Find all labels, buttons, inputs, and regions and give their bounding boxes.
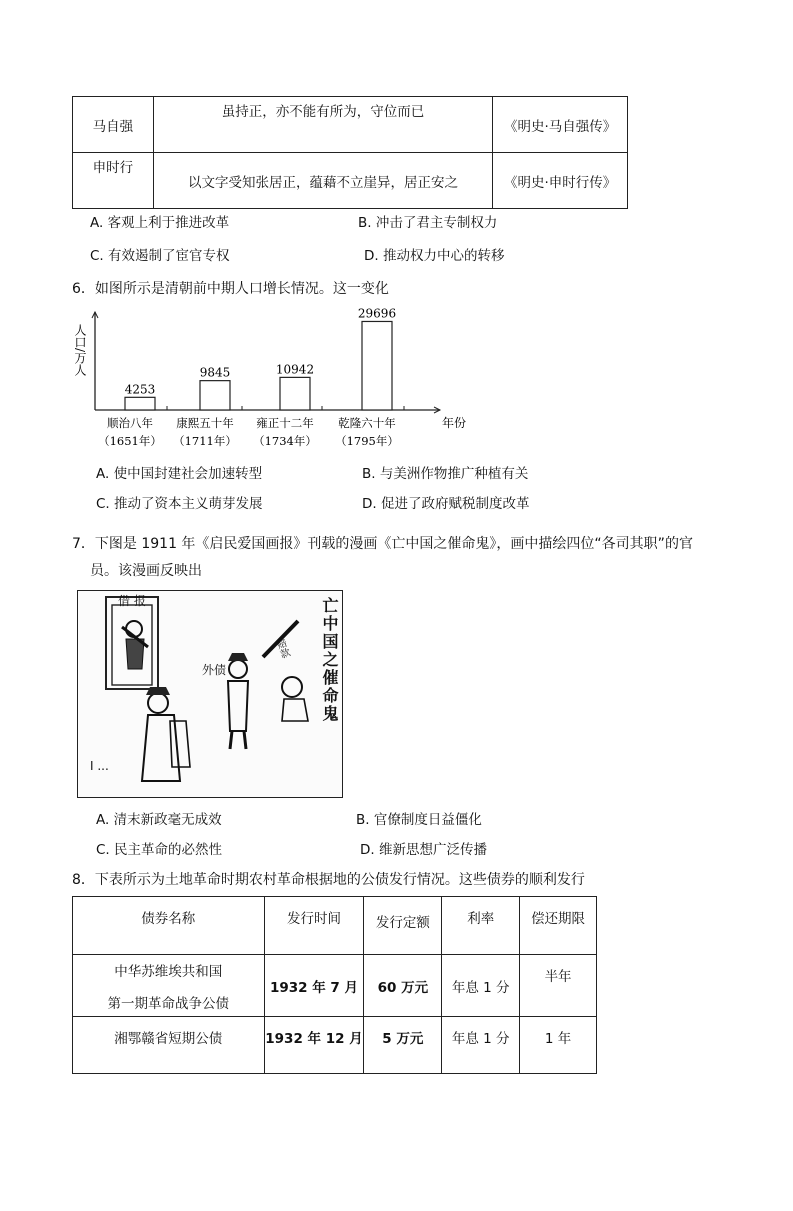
- q5-option-a[interactable]: A. 客观上利于推进改革: [90, 215, 230, 231]
- q7-option-d[interactable]: D. 维新思想广泛传播: [360, 842, 487, 858]
- q5-row1-quote: 虽持正，亦不能有所为，守位而已: [153, 97, 492, 153]
- bar-value-label: 10942: [275, 362, 315, 377]
- q5-row2-name: 申时行: [73, 153, 154, 209]
- q5-table: [72, 96, 628, 209]
- q5-row2-quote: 以文字受知张居正，蕴藉不立崖异，居正安之: [153, 153, 492, 209]
- x-tick-year-label: （1734年）: [253, 434, 317, 448]
- q5-option-c[interactable]: C. 有效遏制了宦官专权: [90, 248, 230, 264]
- q5-row1-name: 马自强: [73, 97, 154, 153]
- q8-header-name: 债券名称: [73, 897, 265, 955]
- q8-row1-name-line2: 第一期革命战争公债: [107, 995, 230, 1012]
- q7-option-a[interactable]: A. 清末新政毫无成效: [96, 812, 222, 828]
- q8-header-amount: 发行定额: [364, 897, 442, 955]
- bar: [125, 397, 155, 410]
- bar-value-label: 29696: [357, 306, 397, 321]
- cartoon-label-top: 借 报: [118, 594, 146, 608]
- cartoon-label-debt: 外债: [202, 663, 227, 677]
- q8-table: [72, 896, 597, 1074]
- q8-row2-amount: 5 万元: [364, 1017, 442, 1074]
- q7-stem-line2: 员。该漫画反映出: [90, 563, 202, 579]
- q8-row1-amount: 60 万元: [364, 955, 442, 1017]
- q8-header-rate: 利率: [442, 897, 520, 955]
- q7-option-b[interactable]: B. 官僚制度日益僵化: [356, 812, 482, 828]
- bar-value-label: 9845: [199, 365, 231, 380]
- q6-stem: 6．如图所示是清朝前中期人口增长情况。这一变化: [72, 281, 389, 297]
- q8-row2-term: 1 年: [520, 1017, 597, 1074]
- x-tick-label: 顺治八年: [107, 416, 153, 430]
- q5-row1-source: 《明史·马自强传》: [493, 97, 628, 153]
- q6-option-a[interactable]: A. 使中国封建社会加速转型: [96, 466, 263, 482]
- q5-option-d[interactable]: D. 推动权力中心的转移: [364, 248, 505, 264]
- bar: [280, 377, 310, 410]
- x-tick-label: 雍正十二年: [256, 416, 314, 430]
- q7-stem-line1: 7．下图是 1911 年《启民爱国画报》刊载的漫画《亡中国之催命鬼》，画中描绘四位“各司其职”的官: [72, 536, 693, 552]
- q6-option-c[interactable]: C. 推动了资本主义萌芽发展: [96, 496, 263, 512]
- q8-row2-name: 湘鄂赣省短期公债: [73, 1017, 265, 1074]
- x-tick-year-label: （1795年）: [335, 434, 399, 448]
- q6-option-b[interactable]: B. 与美洲作物推广种植有关: [362, 466, 529, 482]
- q8-row2-rate: 年息 1 分: [442, 1017, 520, 1074]
- q8-row1-time: 1932 年 7 月: [264, 955, 364, 1017]
- population-chart: [70, 302, 470, 452]
- x-tick-label: 乾隆六十年: [338, 416, 396, 430]
- q5-option-b[interactable]: B. 冲击了君主专制权力: [358, 215, 498, 231]
- q8-row1-term: 半年: [520, 955, 597, 1017]
- cartoon-label-misc: 赔款: [272, 637, 291, 661]
- bar: [362, 321, 392, 410]
- q8-row1-name: [73, 955, 265, 1017]
- x-tick-label: 康熙五十年: [176, 416, 234, 430]
- x-tick-year-label: （1711年）: [173, 434, 237, 448]
- bar-value-label: 4253: [124, 382, 156, 397]
- cartoon-title: 亡中国之催命鬼: [320, 597, 339, 723]
- bar: [200, 381, 230, 410]
- q7-option-c[interactable]: C. 民主革命的必然性: [96, 842, 223, 858]
- x-tick-year-label: （1651年）: [98, 434, 162, 448]
- x-axis-label: 年份: [442, 416, 467, 430]
- cartoon-image: [77, 590, 343, 798]
- q8-row1-rate: 年息 1 分: [442, 955, 520, 1017]
- q8-stem: 8．下表所示为土地革命时期农村革命根据地的公债发行情况。这些债券的顺利发行: [72, 872, 585, 888]
- q6-option-d[interactable]: D. 促进了政府赋税制度改革: [362, 496, 530, 512]
- q8-header-time: 发行时间: [264, 897, 364, 955]
- q5-row2-source: 《明史·申时行传》: [493, 153, 628, 209]
- q8-header-term: 偿还期限: [520, 897, 597, 955]
- cartoon-label-bottom: I ...: [90, 759, 109, 773]
- q8-row2-time: 1932 年 12 月: [264, 1017, 364, 1074]
- y-axis-label: 人口/万人: [73, 324, 87, 377]
- q8-row1-name-line1: 中华苏维埃共和国: [114, 963, 223, 980]
